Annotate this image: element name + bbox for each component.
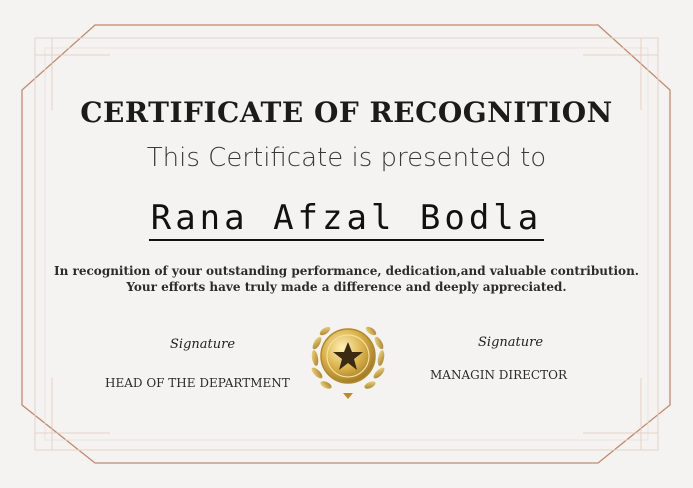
recipient-name: Rana Afzal Bodla [149, 199, 545, 241]
role-right: MANAGIN DIRECTOR [430, 368, 567, 382]
certificate-subtitle: This Certificate is presented to [146, 143, 547, 173]
role-left: HEAD OF THE DEPARTMENT [105, 376, 290, 390]
recognition-text [0, 263, 693, 295]
gold-star-medal-icon [303, 313, 393, 403]
certificate-title: CERTIFICATE OF RECOGNITION [80, 96, 613, 129]
recognition-line-1: In recognition of your outstanding performance, dedication,and valuable contribution. [54, 264, 639, 278]
signature-left: Signature [170, 337, 236, 352]
recognition-line-2: Your efforts have truly made a difference and deeply appreciated. [126, 280, 567, 294]
signature-right: Signature [478, 335, 544, 350]
recipient-name-block [0, 198, 693, 241]
